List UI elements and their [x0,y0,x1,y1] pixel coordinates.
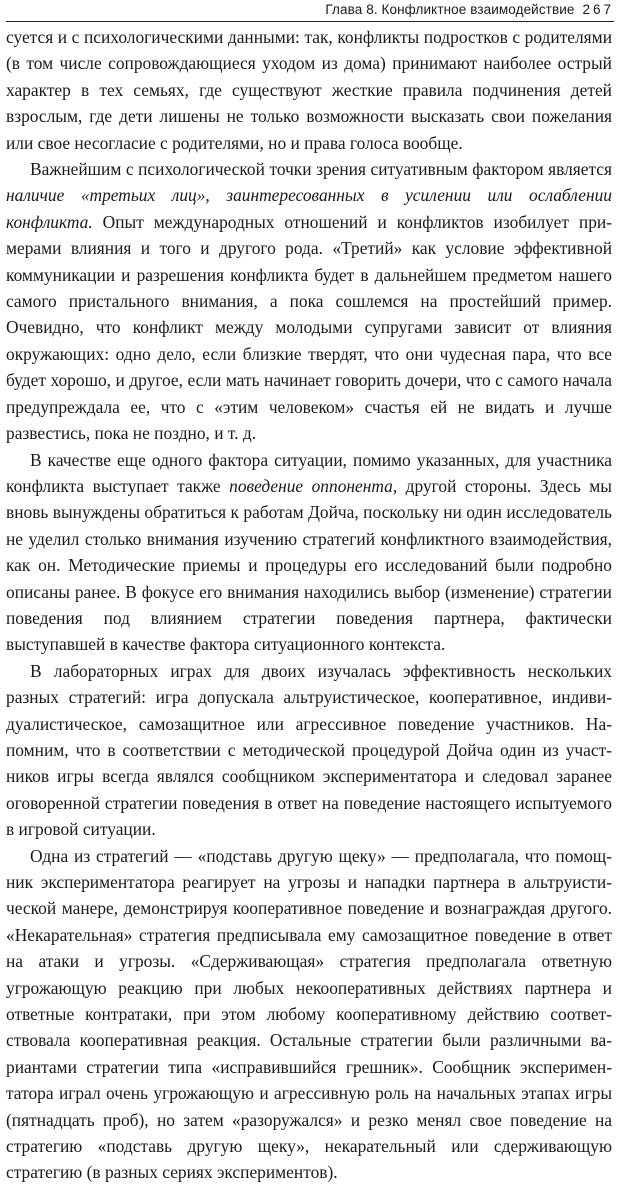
paragraph-1: суется и с психологическими данными: так, конфликты подростков с родителями (в том числе сопровождающиеся уходом из дома) принимают наиболее острый характер в тех семьях, где существуют жесткие правила подчинения детей взрослым, где дети лишены не только возможности высказать свои пожелания или свое несогласие с родителями, но и права голоса вообще. [6,27,612,153]
paragraph-3 [6,447,612,658]
chapter-title: Глава 8. Конфликтное взаимодействие [325,2,575,17]
header-rule [6,21,614,22]
paragraph-2 [6,156,612,446]
paragraph-2-rest: Опыт международных отношений и конфликтов изобилует примерами влияния и того и другого рода. «Третий» как условие эффективной коммуникации и разрешения конфликта будет в дальнейшем предметом нашего самого пристального внимания, а пока сошлемся на простейший пример. Очевидно, что конфликт между молодыми супругами зависит от влияния окружающих: одно дело, если близкие твердят, что они чудесная пара, что все будет хорошо, и другое, если мать начинает говорить дочери, что с самого начала предупреждала ее, что с «этим человеком» счастья ей не видать и лучше развестись, пока не поздно, и т. д. [6,211,612,444]
paragraph-4: В лабораторных играх для двоих изучалась эффективность нескольких разных стратегий: игра допускала альтруистическое, кооперативное, индивидуалистическое, самозащитное или агрессивное поведение участников. Напомним, что в соответствии с методической процедурой Дойча один из участников игры всегда являлся сообщником экспериментатора и следовал заранее оговоренной стратегии поведения в ответ на поведение настоящего испытуемого в игровой ситуации. [6,660,612,840]
paragraph-2-start: Важнейшим с психологической точки зрения ситуативным фактором является [30,159,612,180]
running-head [6,2,614,17]
paragraph-5: Одна из стратегий — «подставь другую щеку» — предполагала, что помощник экспериментатора реагирует на угрозы и нападки партнера в альтруистической манере, демонстрируя кооперативное поведение и вознаграждая другого. «Некарательная» стратегия предписывала ему самозащитное поведение в ответ на атаки и угрозы. «Сдерживающая» стратегия предполагала ответную угрожающую реакцию при любых некооперативных действиях партнера и ответные контратаки, при этом любому кооперативному действию соответствовала кооперативная реакция. Остальные стратегии были различными вариантами стратегии типа «исправившийся грешник». Сообщник экспериментатора играл очень угрожающую и агрессивную роль на начальных этапах игры (пятнадцать проб), но затем «разоружался» и резко менял свое поведение на стратегию «подставь другую щеку», некарательный или сдерживающую стратегию (в разных сериях экспериментов). [6,845,612,1183]
paragraph-3-emphasis: поведение оппонента, [229,475,398,496]
page-number: 267 [582,2,614,17]
paragraph-2-emphasis: наличие «третьих лиц», заинтересованных в усилении или ослаблении конфликта. [6,185,612,232]
paragraph-3-start: В качестве еще одного фактора ситуации, помимо указанных, для участника конфликта выступает также [6,449,612,496]
body-text [6,24,612,1186]
paragraph-3-rest: другой стороны. Здесь мы вновь вынуждены обратиться к работам Дойча, поскольку ни один исследователь не уделил столько внимания изучению стратегий конфликтного взаимодействия, как он. Методические приемы и процедуры его исследований были подробно описаны ранее. В фокусе его внимания находились выбор (изменение) стратегии поведения под влиянием стратегии поведения партнера, фактически выступавшей в качестве фактора ситуационного контекста. [6,475,612,655]
